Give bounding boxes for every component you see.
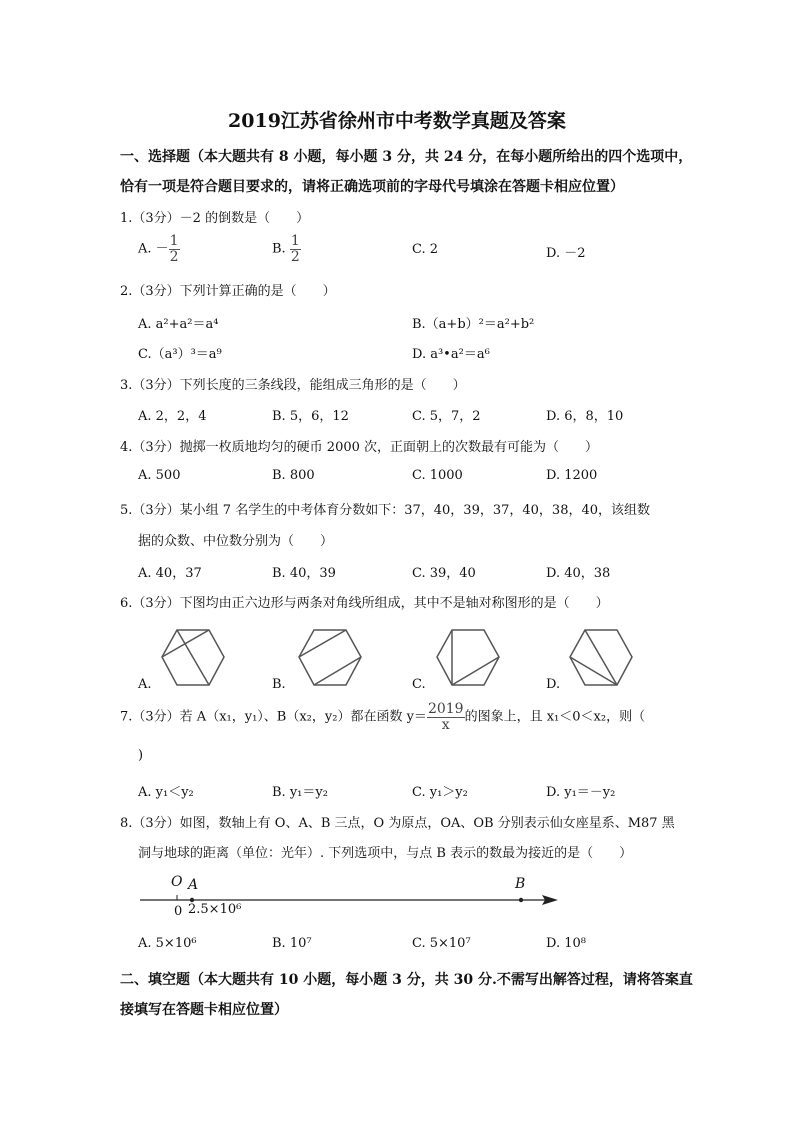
numerator: 1 (169, 233, 179, 249)
section1-heading-line2: 恰有一项是符合题目要求的，请将正确选项前的字母代号填涂在答题卡相应位置） (120, 179, 624, 195)
q1-stem: 1.（3分）－2 的倒数是（ ） (120, 211, 310, 226)
q4-option-b: B. 800 (272, 468, 315, 483)
q3-option-b: B. 5，6，12 (272, 409, 349, 424)
q1-option-b (272, 234, 301, 264)
q8-stem-line2: 洞与地球的距离（单位：光年）. 下列选项中，与点 B 表示的数最为接近的是（ ） (138, 846, 633, 861)
q6-option-a: A. (138, 677, 152, 692)
point-b (519, 898, 523, 902)
fraction (290, 234, 301, 264)
label-a: A (188, 877, 199, 893)
q7-stem-pre: 7.（3分）若 A（x₁，y₁）、B（x₂，y₂）都在函数 y＝ (120, 709, 427, 725)
q7-stem-post: 的图象上，且 x₁＜0＜x₂，则（ (464, 709, 646, 725)
q4-option-c: C. 1000 (412, 468, 463, 483)
q7-option-c: C. y₁＞y₂ (412, 785, 468, 800)
label-o: O (171, 874, 183, 890)
hexagon-figure-a (160, 628, 226, 688)
q3-option-a: A. 2，2，4 (138, 409, 207, 424)
tick-0: 0 (174, 904, 183, 919)
q6-option-d: D. (546, 677, 561, 692)
q4-option-a: A. 500 (138, 468, 181, 483)
q6-stem: 6.（3分）下图均由正六边形与两条对角线所组成，其中不是轴对称图形的是（ ） (120, 596, 609, 611)
q7-option-d: D. y₁＝－y₂ (546, 785, 616, 800)
option-label: A. － (138, 241, 169, 257)
hexagon-figure-d (568, 628, 634, 688)
q8-stem-line1: 8.（3分）如图，数轴上有 O、A、B 三点，O 为原点，OA、OB 分别表示仙女座星系、M87 黑 (120, 816, 675, 831)
numerator: 2019 (427, 701, 464, 717)
denominator: 2 (290, 248, 300, 265)
q8-option-a: A. 5×10⁶ (138, 936, 197, 951)
q7-option-b: B. y₁＝y₂ (272, 785, 328, 800)
q3-stem: 3.（3分）下列长度的三条线段，能组成三角形的是（ ） (120, 378, 466, 393)
q5-stem-line2: 据的众数、中位数分别为（ ） (138, 534, 334, 549)
q7-stem-line2: ) (138, 748, 144, 763)
q8-option-b: B. 10⁷ (272, 936, 312, 951)
q2-option-a: A. a²+a²＝a⁴ (138, 317, 219, 332)
fraction (169, 234, 180, 264)
q2-stem: 2.（3分）下列计算正确的是（ ） (120, 284, 336, 299)
q7-stem (120, 702, 645, 732)
q5-option-a: A. 40，37 (138, 566, 202, 581)
q1-option-a (138, 234, 180, 264)
numerator: 1 (290, 233, 300, 249)
denominator: x (441, 716, 450, 733)
hexagon-figure-b (297, 628, 363, 688)
section2-heading-line2: 接填写在答题卡相应位置） (120, 1002, 288, 1018)
q3-option-d: D. 6，8，10 (546, 409, 624, 424)
label-b: B (515, 876, 526, 892)
fraction (427, 702, 465, 732)
tick-a: 2.5×10⁶ (188, 902, 242, 917)
q1-option-c: C. 2 (412, 242, 439, 257)
q8-option-c: C. 5×10⁷ (412, 936, 471, 951)
q5-option-c: C. 39，40 (412, 566, 476, 581)
q3-option-c: C. 5，7，2 (412, 409, 481, 424)
q5-option-d: D. 40，38 (546, 566, 611, 581)
q4-stem: 4.（3分）抛掷一枚质地均匀的硬币 2000 次，正面朝上的次数最有可能为（ ） (120, 440, 599, 455)
q2-option-b: B.（a+b）²＝a²+b² (412, 317, 535, 332)
denominator: 2 (169, 248, 179, 265)
section2-heading-line1: 二、填空题（本大题共有 10 小题，每小题 3 分，共 30 分.不需写出解答过程，请将答案直 (120, 972, 693, 988)
q5-option-b: B. 40，39 (272, 566, 336, 581)
q8-option-d: D. 10⁸ (546, 936, 586, 951)
section1-heading-line1: 一、选择题（本大题共有 8 小题，每小题 3 分，共 24 分，在每小题所给出的四个选项中， (120, 149, 693, 165)
q4-option-d: D. 1200 (546, 468, 598, 483)
q1-option-d: D. －2 (546, 246, 586, 261)
page-title: 2019江苏省徐州市中考数学真题及答案 (228, 110, 566, 132)
q7-option-a: A. y₁＜y₂ (138, 785, 194, 800)
q6-option-b: B. (272, 677, 286, 692)
q5-stem-line1: 5.（3分）某小组 7 名学生的中考体育分数如下：37，40，39，37，40，38，40，该组数 (120, 503, 651, 518)
q6-option-c: C. (412, 677, 426, 692)
option-label: B. (272, 241, 286, 257)
hexagon-figure-c (435, 628, 501, 688)
q2-option-c: C.（a³）³＝a⁹ (138, 347, 222, 362)
q2-option-d: D. a³•a²＝a⁶ (412, 347, 490, 362)
